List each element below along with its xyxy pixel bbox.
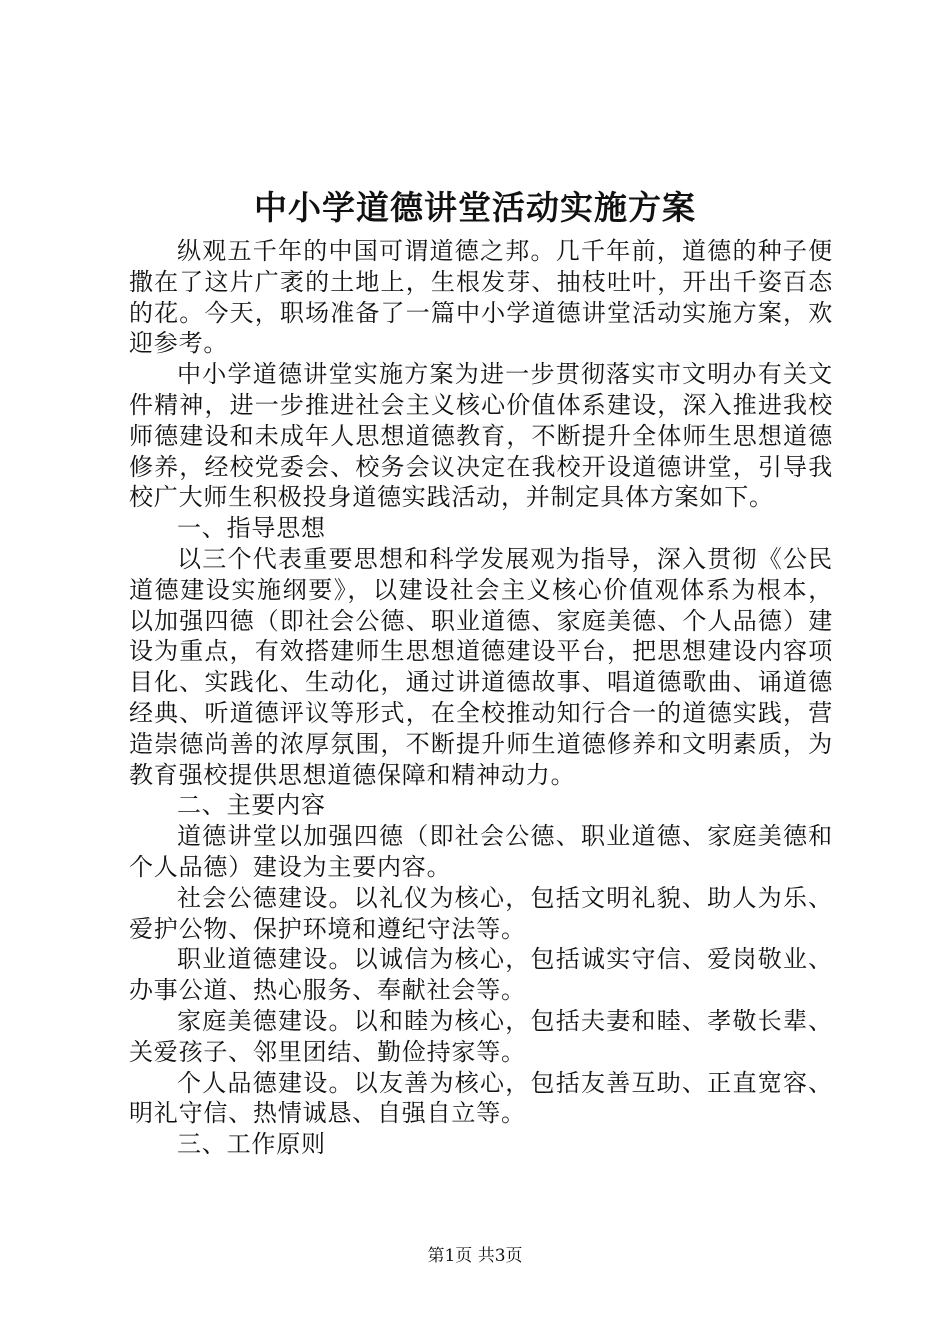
paragraph-personal-character: 个人品德建设。以友善为核心，包括友善互助、正直宽容、明礼守信、热情诚恳、自强自立等。: [129, 1068, 833, 1128]
section-heading-work-principles: 三、工作原则: [177, 1130, 326, 1159]
paragraph-main-content: 道德讲堂以加强四德（即社会公德、职业道德、家庭美德和个人品德）建设为主要内容。: [129, 822, 833, 881]
section-heading-main-content: 二、主要内容: [177, 791, 326, 820]
paragraph-purpose: 中小学道德讲堂实施方案为进一步贯彻落实市文明办有关文件精神，进一步推进社会主义核心价值体系建设，深入推进我校师德建设和未成年人思想道德教育，不断提升全体师生思想道德修养，经校党委会、校务会议决定在我校开设道德讲堂，引导我校广大师生积极投身道德实践活动，并制定具体方案如下。: [129, 360, 833, 512]
document-body: [129, 236, 833, 1160]
paragraph-intro: 纵观五千年的中国可谓道德之邦。几千年前，道德的种子便撒在了这片广袤的土地上，生根发芽、抽枝吐叶，开出千姿百态的花。今天，职场准备了一篇中小学道德讲堂活动实施方案，欢迎参考。: [129, 237, 833, 358]
page-number-footer: 第1页 共3页: [427, 1246, 523, 1266]
paragraph-family-virtues: 家庭美德建设。以和睦为核心，包括夫妻和睦、孝敬长辈、关爱孩子、邻里团结、勤俭持家等。: [129, 1006, 833, 1066]
section-heading-guiding-ideology: 一、指导思想: [177, 514, 326, 543]
paragraph-guiding-ideology: 以三个代表重要思想和科学发展观为指导，深入贯彻《公民道德建设实施纲要》，以建设社会主义核心价值观体系为根本，以加强四德（即社会公德、职业道德、家庭美德、个人品德）建设为重点，有效搭建师生思想道德建设平台，把思想建设内容项目化、实践化、生动化，通过讲道德故事、唱道德歌曲、诵道德经典、听道德评议等形式，在全校推动知行合一的道德实践，营造崇德尚善的浓厚氛围，不断提升师生道德修养和文明素质，为教育强校提供思想道德保障和精神动力。: [129, 544, 833, 789]
paragraph-professional-ethics: 职业道德建设。以诚信为核心，包括诚实守信、爱岗敬业、办事公道、热心服务、奉献社会等。: [129, 945, 833, 1005]
paragraph-social-morality: 社会公德建设。以礼仪为核心，包括文明礼貌、助人为乐、爱护公物、保护环境和遵纪守法等。: [129, 883, 833, 943]
document-title: 中小学道德讲堂活动实施方案: [254, 188, 696, 227]
